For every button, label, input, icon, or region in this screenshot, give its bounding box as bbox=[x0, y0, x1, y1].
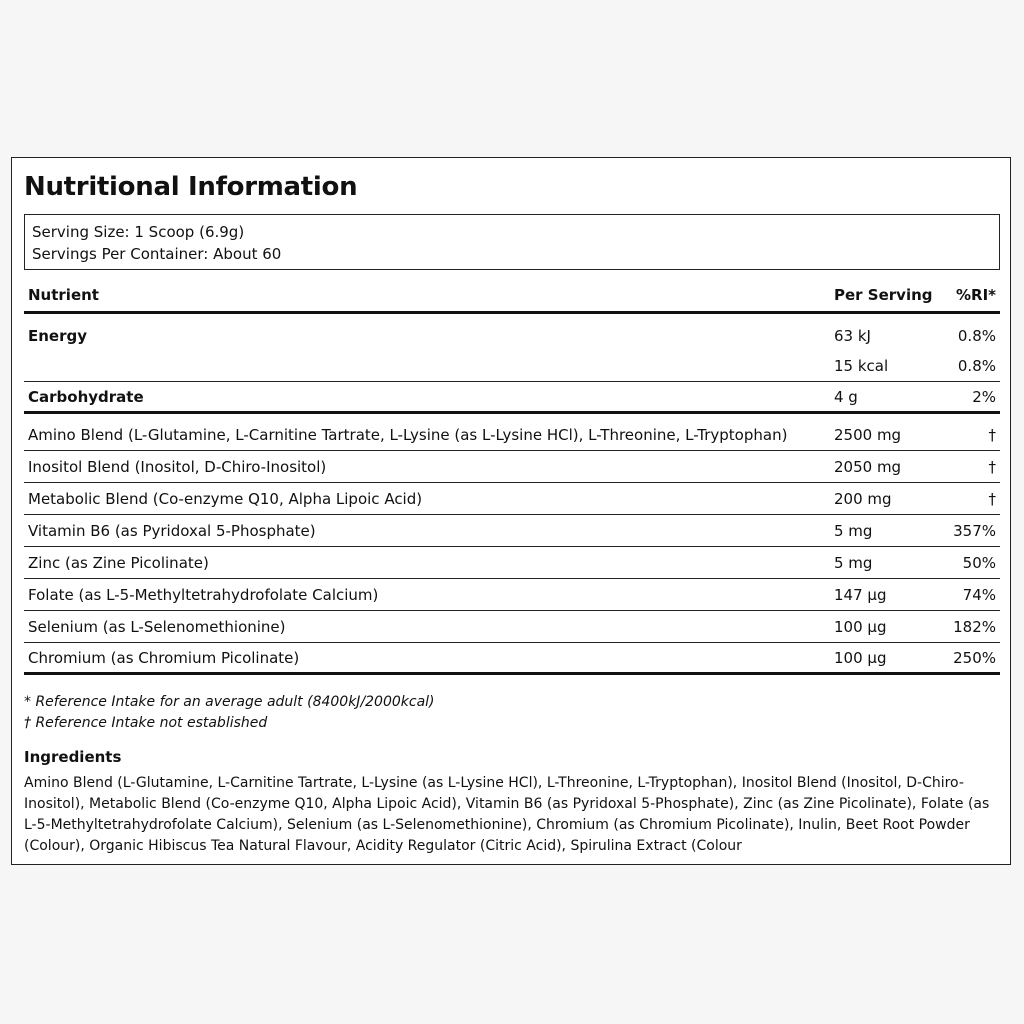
dagger-footnote: † Reference Intake not established bbox=[24, 715, 268, 731]
nutrient-ri: † bbox=[988, 425, 996, 444]
nutrient-name: Chromium (as Chromium Picolinate) bbox=[28, 648, 300, 667]
nutrient-value: 2500 mg bbox=[834, 425, 902, 444]
table-row bbox=[24, 515, 1000, 547]
ri-footnote: * Reference Intake for an average adult (8400kJ/2000kcal) bbox=[24, 694, 435, 710]
nutrient-value: 5 mg bbox=[834, 553, 873, 572]
nutrient-ri: † bbox=[988, 457, 996, 476]
table-row bbox=[24, 414, 1000, 451]
carbohydrate-label: Carbohydrate bbox=[28, 387, 144, 406]
nutrient-name: Selenium (as L-Selenomethionine) bbox=[28, 617, 286, 636]
serving-size: Serving Size: 1 Scoop (6.9g) bbox=[32, 223, 245, 241]
nutrient-name: Vitamin B6 (as Pyridoxal 5-Phosphate) bbox=[28, 521, 316, 540]
nutrient-name: Metabolic Blend (Co-enzyme Q10, Alpha Lipoic Acid) bbox=[28, 489, 423, 508]
carbohydrate-value: 4 g bbox=[834, 387, 858, 406]
energy-row-kj bbox=[24, 314, 1000, 354]
nutrition-panel bbox=[11, 157, 1011, 865]
energy-row-kcal bbox=[24, 354, 1000, 382]
carbohydrate-row bbox=[24, 382, 1000, 414]
nutrient-value: 147 µg bbox=[834, 585, 887, 604]
nutrient-value: 100 µg bbox=[834, 617, 887, 636]
nutrient-name: Amino Blend (L-Glutamine, L-Carnitine Tartrate, L-Lysine (as L-Lysine HCl), L-Threonine, L-Tryptophan) bbox=[28, 425, 788, 444]
ingredients-text: Amino Blend (L-Glutamine, L-Carnitine Tartrate, L-Lysine (as L-Lysine HCl), L-Threonine, L-Tryptophan), Inositol Blend (Inositol, D-Chiro-Inositol), Metabolic Blend (Co-enzyme Q10, Alpha Lipoic Acid), Vitamin B6 (as Pyridoxal 5-Phosphate), Zinc (as Zine Picolinate), Folate (as L-5-Methyltetrahydrofolate Calcium), Selenium (as L-Selenomethionine), Chromium (as Chromium Picolinate), Inulin, Beet Root Powder (Colour), Organic Hibiscus Tea Natural Flavour, Acidity Regulator (Citric Acid), Spirulina Extract (Colour bbox=[24, 775, 990, 854]
nutrient-name: Zinc (as Zine Picolinate) bbox=[28, 553, 209, 572]
header-nutrient: Nutrient bbox=[28, 285, 99, 304]
header-ri: %RI* bbox=[955, 285, 996, 304]
serving-info-box bbox=[24, 214, 1000, 270]
header-per-serving: Per Serving bbox=[834, 285, 933, 304]
page-title: Nutritional Information bbox=[24, 172, 358, 202]
energy-kcal-value: 15 kcal bbox=[834, 356, 889, 375]
nutrient-value: 2050 mg bbox=[834, 457, 902, 476]
nutrient-ri: 50% bbox=[962, 553, 996, 572]
nutrient-ri: 182% bbox=[953, 617, 996, 636]
nutrient-ri: 74% bbox=[962, 585, 996, 604]
energy-kj-value: 63 kJ bbox=[834, 327, 871, 345]
energy-kj-ri: 0.8% bbox=[957, 327, 996, 345]
footnotes bbox=[24, 692, 435, 734]
nutrient-name: Folate (as L-5-Methyltetrahydrofolate Calcium) bbox=[28, 585, 379, 604]
table-row bbox=[24, 579, 1000, 611]
nutrition-table bbox=[24, 278, 1000, 675]
table-row bbox=[24, 483, 1000, 515]
nutrient-ri: 357% bbox=[953, 521, 996, 540]
nutrient-name: Inositol Blend (Inositol, D-Chiro-Inositol) bbox=[28, 457, 327, 476]
energy-label: Energy bbox=[28, 327, 88, 345]
table-row bbox=[24, 547, 1000, 579]
table-header bbox=[24, 278, 1000, 314]
nutrient-value: 100 µg bbox=[834, 648, 887, 667]
nutrient-value: 200 mg bbox=[834, 489, 892, 508]
table-row bbox=[24, 643, 1000, 675]
servings-per-container: Servings Per Container: About 60 bbox=[32, 245, 282, 263]
table-row bbox=[24, 451, 1000, 483]
energy-kcal-ri: 0.8% bbox=[957, 356, 996, 375]
table-row bbox=[24, 611, 1000, 643]
nutrient-value: 5 mg bbox=[834, 521, 873, 540]
ingredients-heading: Ingredients bbox=[24, 748, 122, 766]
carbohydrate-ri: 2% bbox=[972, 387, 996, 406]
nutrient-ri: 250% bbox=[953, 648, 996, 667]
nutrient-ri: † bbox=[988, 489, 996, 508]
